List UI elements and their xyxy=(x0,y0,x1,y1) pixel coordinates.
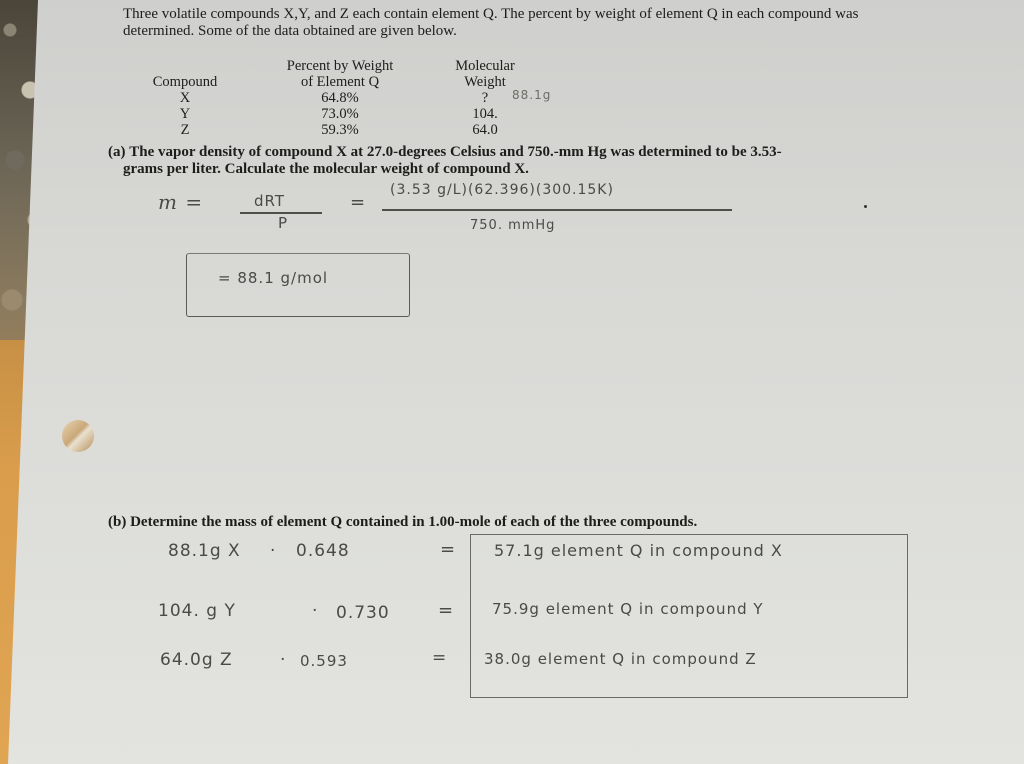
cell-compound-x: X xyxy=(179,90,191,106)
work-b-equals-x: = xyxy=(440,539,457,560)
header-mw-1: Molecular xyxy=(455,58,515,74)
column-compound xyxy=(130,74,240,138)
part-a-text-line1: The vapor density of compound X at 27.0-degrees Celsius and 750.-mm Hg was determined to be 3.53- xyxy=(129,144,782,160)
cell-compound-y: Y xyxy=(179,106,191,122)
part-b-question xyxy=(108,514,868,531)
work-b-times-z: · xyxy=(280,650,287,670)
cell-percent-z: 59.3% xyxy=(321,122,359,138)
work-b-result-y: 75.9g element Q in compound Y xyxy=(492,600,764,618)
part-b-text: Determine the mass of element Q contained in 1.00-mole of each of the three compounds. xyxy=(130,514,698,530)
part-a-question xyxy=(108,144,908,178)
work-a-numerator: (3.53 g/L)(62.396)(300.15K) xyxy=(390,182,614,198)
cell-percent-x: 64.8% xyxy=(321,90,359,106)
work-a-lhs: m = xyxy=(158,190,204,214)
cell-mw-z: 64.0 xyxy=(472,122,498,138)
work-b-fraction-y: 0.730 xyxy=(336,603,390,623)
stray-pencil-mark xyxy=(864,205,867,208)
work-b-equals-z: = xyxy=(432,648,448,668)
work-b-mass-y: 104. g Y xyxy=(158,601,236,621)
header-compound: Compound xyxy=(152,74,218,90)
column-percent xyxy=(265,58,415,138)
work-a-equals: = xyxy=(350,192,367,213)
work-a-formula-denominator: P xyxy=(278,214,289,232)
work-b-times-y: · xyxy=(312,601,319,621)
handwritten-mw-note: 88.1g xyxy=(512,88,552,102)
work-b-fraction-z: 0.593 xyxy=(300,652,348,670)
part-a-text-line2: grams per liter. Calculate the molecular weight of compound X. xyxy=(123,161,529,177)
work-b-equals-y: = xyxy=(438,600,455,621)
cell-mw-y: 104. xyxy=(472,106,498,122)
cell-mw-x: ? xyxy=(481,90,489,106)
header-mw-2: Weight xyxy=(464,74,506,90)
work-b-fraction-x: 0.648 xyxy=(296,541,350,561)
cell-percent-y: 73.0% xyxy=(321,106,359,122)
work-b-mass-x: 88.1g X xyxy=(168,541,241,561)
header-percent-1: Percent by Weight xyxy=(286,58,394,74)
part-b-label: (b) xyxy=(108,514,127,530)
work-a-fraction-bar xyxy=(382,209,732,211)
cell-compound-z: Z xyxy=(180,122,190,138)
hole-punch xyxy=(62,420,94,452)
problem-intro: Three volatile compounds X,Y, and Z each contain element Q. The percent by weight of element Q in each compound was determined. Some of the data obtained are given below. xyxy=(123,6,859,39)
work-b-result-x: 57.1g element Q in compound X xyxy=(494,541,783,560)
work-a-denominator: 750. mmHg xyxy=(470,218,556,233)
work-b-result-z: 38.0g element Q in compound Z xyxy=(484,650,757,668)
work-a-answer: = 88.1 g/mol xyxy=(218,269,329,287)
work-b-times-x: · xyxy=(270,541,277,561)
work-b-mass-z: 64.0g Z xyxy=(160,650,233,670)
header-percent-2: of Element Q xyxy=(300,74,380,90)
work-a-formula-numerator: dRT xyxy=(254,192,286,210)
part-a-label: (a) xyxy=(108,144,126,160)
